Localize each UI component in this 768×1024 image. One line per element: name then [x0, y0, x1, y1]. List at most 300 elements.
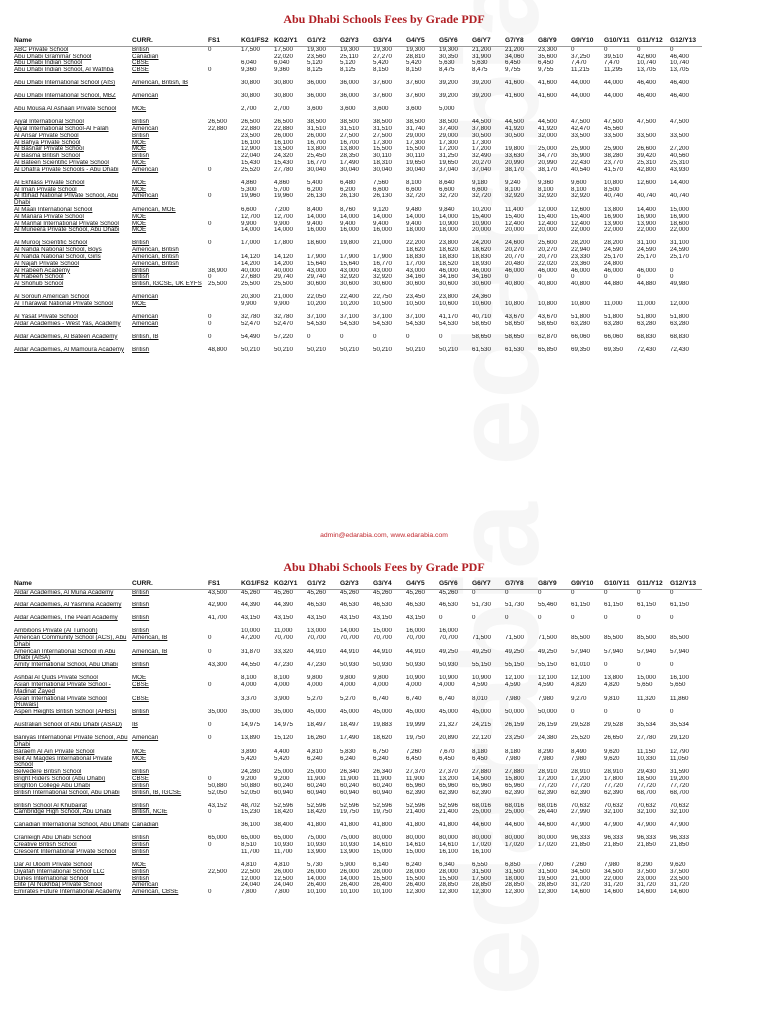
curriculum-link[interactable]: MOE: [132, 146, 147, 153]
fee-cell: 6,600: [439, 186, 455, 193]
school-name-link[interactable]: Aldar Academies - West Yas, Academy: [14, 320, 121, 327]
fee-cell: 44,000: [571, 80, 590, 87]
fee-cell: 50,210: [340, 346, 359, 353]
fee-cell: 30,040: [406, 166, 425, 173]
fee-cell: 32,100: [604, 809, 623, 816]
school-name-link[interactable]: Canadian International School, Abu Dhabi: [14, 822, 129, 829]
fee-cell: 6,040: [241, 60, 257, 67]
curriculum-link[interactable]: British: [132, 782, 150, 789]
curriculum-link[interactable]: American, MOE: [132, 206, 176, 213]
fee-cell: 22,500: [241, 868, 260, 875]
curriculum-link[interactable]: American: [132, 313, 159, 320]
fee-cell: 52,596: [274, 802, 293, 809]
fee-cell: 9,360: [274, 67, 290, 74]
fee-cell: 18,620: [472, 247, 491, 254]
school-name-link[interactable]: ABC Private School: [14, 46, 69, 53]
fee-cell: 22,400: [340, 294, 359, 301]
fee-cell: 8,125: [307, 67, 323, 74]
fee-cell: 9,900: [241, 220, 257, 227]
school-name-link[interactable]: Aldar Academies, Al Yasmina Academy: [14, 602, 122, 609]
school-name-link[interactable]: Al Bahya Private School: [14, 139, 81, 146]
fee-cell: 8,150: [373, 67, 389, 74]
school-name-link[interactable]: Al Basma British School: [14, 153, 81, 160]
school-name-link[interactable]: Belvedere British School: [14, 769, 82, 776]
curriculum-link[interactable]: British: [132, 119, 150, 126]
fee-cell: 62,390: [604, 789, 623, 796]
curriculum-link[interactable]: British: [132, 132, 150, 139]
fee-cell: [207, 628, 240, 635]
fee-cell: 30,600: [340, 281, 359, 288]
school-name-link[interactable]: Al Bateen Scientific Private School: [14, 159, 109, 166]
fee-cell: 35,000: [274, 709, 293, 716]
school-name-link[interactable]: Aspen Heights British School (AHBS): [14, 709, 117, 716]
fee-cell: 9,620: [604, 748, 620, 755]
fee-cell: 65,000: [241, 835, 260, 842]
curriculum-link[interactable]: American: [132, 125, 159, 132]
fee-cell: 39,510: [604, 53, 623, 60]
fee-cell: 50,880: [241, 782, 260, 789]
fee-cell: 16,100: [274, 139, 293, 146]
fee-cell: 45,000: [439, 709, 458, 716]
school-name-link[interactable]: Brighton College Abu Dhabi: [14, 782, 91, 789]
fee-cell: 63,280: [571, 320, 590, 327]
curriculum-link[interactable]: British: [132, 153, 150, 160]
curriculum-link[interactable]: British: [132, 46, 150, 53]
fee-cell: 44,000: [571, 93, 590, 100]
fee-cell: [504, 849, 537, 862]
school-name-link[interactable]: Elite (Al Nukhba) Private School: [14, 882, 103, 889]
school-name-link[interactable]: Amity International School, Abu Dhabi: [14, 662, 118, 669]
fee-cell: 31,510: [340, 125, 359, 132]
school-name-link[interactable]: Cambridge High School, Abu Dhabi: [14, 809, 112, 816]
fee-cell: 14,400: [670, 179, 689, 186]
fee-cell: 22,120: [472, 735, 491, 742]
fee-cell: 60,940: [274, 789, 293, 796]
school-name-link[interactable]: Australian School of Abu Dhabi (ASAD): [14, 722, 122, 729]
fee-cell: 30,800: [274, 80, 293, 87]
curriculum-link[interactable]: British: [132, 875, 150, 882]
curriculum-link[interactable]: British, NCIE: [132, 809, 168, 816]
fee-cell: 47,500: [637, 119, 656, 126]
school-name-link[interactable]: Baniyas International Private School, Abu Dhabi: [14, 735, 128, 749]
fee-cell: 7,060: [538, 862, 554, 869]
curriculum-link[interactable]: American, IB: [132, 648, 168, 655]
table-row: [14, 334, 702, 347]
school-name-link[interactable]: Al Shohub School: [14, 281, 64, 288]
fee-cell: 43,150: [406, 615, 425, 622]
curriculum-link[interactable]: British, IB, IGCSE: [132, 789, 182, 796]
fee-cell: 68,830: [670, 333, 689, 340]
fee-cell: 25,310: [670, 159, 689, 166]
fee-cell: 62,390: [472, 789, 491, 796]
column-header: G12/Y13: [669, 581, 702, 589]
fee-cell: 35,534: [670, 722, 689, 729]
curriculum-link[interactable]: British: [132, 849, 150, 856]
fee-cell: 13,890: [241, 735, 260, 742]
fee-cell: 0: [208, 67, 212, 74]
school-name-link[interactable]: Al Manara Private School: [14, 213, 84, 220]
table-row: [14, 221, 702, 228]
fee-cell: 25,000: [472, 809, 491, 816]
fee-cell: 4,810: [241, 862, 257, 869]
fee-cell: 13,900: [604, 220, 623, 227]
fee-cell: 15,120: [274, 735, 293, 742]
curriculum-link[interactable]: British: [132, 628, 150, 635]
school-name-link[interactable]: Abu Mousa Al Ashaari Private School: [14, 106, 117, 113]
fee-cell: 17,300: [373, 139, 392, 146]
school-name-link[interactable]: Dunes International School: [14, 875, 89, 882]
curriculum-link[interactable]: British: [132, 589, 150, 596]
school-name-link[interactable]: Al Rabeeh School: [14, 274, 64, 281]
fee-cell: 8,100: [505, 186, 521, 193]
table-row: [14, 790, 702, 803]
fee-cell: 32,920: [571, 193, 590, 200]
fee-cell: 43,150: [274, 615, 293, 622]
fee-cell: 43,000: [373, 267, 392, 274]
table-row: [14, 54, 702, 61]
school-name-link[interactable]: Cranleigh Abu Dhabi School: [14, 835, 92, 842]
fee-cell: 9,240: [505, 179, 521, 186]
column-header: G8/Y9: [537, 581, 570, 589]
fee-cell: 16,100: [472, 849, 491, 856]
fee-cell: 15,000: [670, 206, 689, 213]
fee-cell: 5,270: [307, 695, 323, 702]
school-name-link[interactable]: Emirates Future International Academy: [14, 889, 121, 896]
school-name-link[interactable]: Ambitions Private (Al Tumooh): [14, 628, 98, 635]
school-name-link[interactable]: Al Ekhlass Private School: [14, 179, 85, 186]
fee-cell: 17,500: [274, 46, 293, 53]
school-name-link[interactable]: British School Al Khubairat: [14, 802, 87, 809]
fee-cell: 12,700: [241, 213, 260, 220]
school-name-link[interactable]: Asian International Private School (Ruwais): [14, 695, 107, 709]
fee-cell: 17,500: [241, 46, 260, 53]
fee-cell: 28,810: [406, 53, 425, 60]
school-name-link[interactable]: Al Bashair Private School: [14, 146, 84, 153]
curriculum-link[interactable]: British: [132, 842, 150, 849]
curriculum-link[interactable]: MOE: [132, 227, 147, 234]
fee-cell: 46,000: [472, 267, 491, 274]
school-name-link[interactable]: Al Rabeeh Academy: [14, 267, 71, 274]
table-row: [14, 722, 702, 735]
curriculum-link[interactable]: American: [132, 735, 159, 742]
fee-cell: 11,900: [373, 776, 392, 783]
fee-cell: 0: [406, 333, 410, 340]
school-name-link[interactable]: Ajyal International School-Al Falah: [14, 125, 109, 132]
fee-cell: 29,000: [439, 132, 458, 139]
school-name-link[interactable]: Al Manhal International Private School: [14, 220, 119, 227]
fee-cell: 52,050: [208, 789, 227, 796]
curriculum-link[interactable]: MOE: [132, 755, 147, 762]
fee-cell: 41,170: [439, 313, 458, 320]
fee-cell: 45,560: [604, 125, 623, 132]
curriculum-link[interactable]: British: [132, 802, 150, 809]
fee-cell: 71,500: [505, 635, 524, 642]
table-row: [14, 822, 702, 835]
column-header: G8/Y9: [537, 38, 570, 46]
fee-cell: 9,620: [670, 862, 686, 869]
curriculum-link[interactable]: British: [132, 709, 150, 716]
curriculum-link[interactable]: MOE: [132, 139, 147, 146]
fee-cell: 24,600: [505, 240, 524, 247]
fee-cell: 37,600: [373, 80, 392, 87]
fee-cell: 5,270: [340, 695, 356, 702]
curriculum-link[interactable]: British: [132, 240, 150, 247]
school-name-link[interactable]: Al Ansar Private School: [14, 132, 79, 139]
fee-cell: 30,110: [406, 153, 425, 160]
school-name-link[interactable]: Ashbal Al Quds Private School: [14, 675, 98, 682]
curriculum-link[interactable]: MOE: [132, 300, 147, 307]
curriculum-link[interactable]: American, British, IB: [132, 80, 189, 87]
fee-cell: 65,960: [406, 782, 425, 789]
fee-cell: 18,830: [439, 253, 458, 260]
fee-cell: 44,880: [637, 281, 656, 288]
school-name-link[interactable]: Asian International Private School - Madinat Zayed: [14, 682, 111, 695]
school-name-link[interactable]: Baraem Al Ain Private School: [14, 748, 95, 755]
school-name-link[interactable]: Aldar Academies, The Pearl Academy: [14, 615, 118, 622]
fee-cell: 10,800: [505, 300, 524, 307]
fee-cell: 39,420: [637, 153, 656, 160]
curriculum-link[interactable]: American, British: [132, 247, 179, 254]
curriculum-link[interactable]: MOE: [132, 675, 147, 682]
curriculum-link[interactable]: CBSE: [132, 60, 149, 67]
fee-cell: 21,200: [505, 46, 524, 53]
fee-cell: 7,260: [406, 748, 422, 755]
fee-cell: 27,370: [439, 769, 458, 776]
curriculum-link[interactable]: CBSE: [132, 695, 149, 702]
fee-cell: 7,800: [274, 889, 290, 896]
column-header: G5/Y6: [438, 38, 471, 46]
column-header: KG1/FS2: [240, 38, 273, 46]
curriculum-link[interactable]: MOE: [132, 106, 147, 113]
curriculum-link[interactable]: British, IGCSE, UK EYFS: [132, 281, 202, 288]
school-name-link[interactable]: Al Iman Private School: [14, 186, 77, 193]
fee-cell: 46,400: [670, 93, 689, 100]
curriculum-link[interactable]: Canadian: [132, 822, 159, 829]
school-name-link[interactable]: Abu Dhabi Grammar School: [14, 53, 92, 60]
fee-cell: [207, 214, 240, 221]
fee-cell: 34,770: [538, 153, 557, 160]
school-name-link[interactable]: Diyafah International School LLC: [14, 868, 105, 875]
fee-cell: 58,650: [472, 333, 491, 340]
fee-cell: 30,800: [274, 93, 293, 100]
fee-cell: 17,020: [472, 842, 491, 849]
fee-cell: 18,620: [406, 247, 425, 254]
fee-cell: 14,610: [406, 842, 425, 849]
curriculum-link[interactable]: CBSE: [132, 682, 149, 689]
fee-cell: 50,000: [505, 709, 524, 716]
school-name-link[interactable]: Al Tharawat National Private School: [14, 300, 113, 307]
fee-cell: 71,500: [472, 635, 491, 642]
fee-cell: 16,700: [307, 139, 326, 146]
curriculum-link[interactable]: British: [132, 602, 150, 609]
curriculum-link[interactable]: American, British: [132, 253, 179, 260]
fee-cell: 4,000: [439, 682, 455, 689]
fee-cell: 20,000: [538, 227, 557, 234]
curriculum-link[interactable]: MOE: [132, 179, 147, 186]
curriculum-link[interactable]: American, CBSE: [132, 889, 179, 896]
fee-cell: 77,720: [571, 782, 590, 789]
fee-cell: [207, 749, 240, 756]
school-name-link[interactable]: Bright Riders School (Abu Dhabi): [14, 776, 106, 783]
curriculum-link[interactable]: MOE: [132, 220, 147, 227]
fee-cell: 45,000: [472, 709, 491, 716]
school-name-link[interactable]: Abu Dhabi International School, MBZ: [14, 93, 116, 100]
fee-cell: 18,310: [373, 159, 392, 166]
school-name-link[interactable]: Al Nahda National School, Girls: [14, 253, 101, 260]
fee-cell: 70,632: [604, 802, 623, 809]
school-name-link[interactable]: Crescent International Private School: [14, 849, 117, 856]
curriculum-link[interactable]: British: [132, 662, 150, 669]
fee-cell: 31,250: [439, 153, 458, 160]
curriculum-link[interactable]: American, British: [132, 260, 179, 267]
curriculum-link[interactable]: American: [132, 882, 159, 889]
fee-cell: 32,780: [274, 313, 293, 320]
fee-cell: 10,100: [340, 889, 359, 896]
fee-cell: 43,000: [340, 267, 359, 274]
curriculum-link[interactable]: American: [132, 93, 159, 100]
curriculum-link[interactable]: MOE: [132, 159, 147, 166]
fee-cell: 65,960: [505, 782, 524, 789]
curriculum-link[interactable]: British: [132, 346, 150, 353]
fee-cell: 9,120: [373, 206, 389, 213]
fee-cell: 10,740: [670, 60, 689, 67]
curriculum-link[interactable]: American: [132, 193, 159, 200]
fee-cell: 19,800: [505, 146, 524, 153]
fee-cell: 12,700: [274, 213, 293, 220]
curriculum-link[interactable]: CBSE: [132, 67, 149, 74]
school-name-link[interactable]: American Community School (ACS), Abu Dhabi: [14, 635, 127, 648]
table-row: [14, 80, 702, 93]
fee-cell: 27,880: [472, 769, 491, 776]
fee-cell: 19,300: [307, 46, 326, 53]
fee-cell: 19,300: [439, 46, 458, 53]
school-name-link[interactable]: Dar Al Uloom Private School: [14, 862, 93, 869]
curriculum-link[interactable]: British: [132, 267, 150, 274]
school-name-link[interactable]: Al Murooj Scientific School: [14, 240, 88, 247]
curriculum-link[interactable]: MOE: [132, 186, 147, 193]
fee-cell: 34,160: [439, 274, 458, 281]
fee-cell: 40,800: [505, 281, 524, 288]
school-name-link[interactable]: Al Sorouh American School: [14, 294, 90, 301]
school-name-link[interactable]: Al Muneera Private School, Abu Dhabi: [14, 227, 120, 234]
fee-cell: 58,650: [538, 320, 557, 327]
school-name-link[interactable]: Al Maali International School: [14, 206, 93, 213]
school-name-link[interactable]: Ajyal International School: [14, 119, 84, 126]
school-name-link[interactable]: Aldar Academies, Al Bateen Academy: [14, 333, 118, 340]
fee-cell: 25,500: [241, 281, 260, 288]
fee-cell: 55,460: [538, 602, 557, 609]
school-name-link[interactable]: Al Yasat Private School: [14, 313, 79, 320]
fee-cell: 40,560: [670, 153, 689, 160]
curriculum-link[interactable]: American: [132, 166, 159, 173]
school-name-link[interactable]: Al Nahda National School, Boys: [14, 247, 102, 254]
fee-cell: 11,700: [274, 849, 293, 856]
fee-cell: 24,590: [670, 247, 689, 254]
curriculum-link[interactable]: MOE: [132, 213, 147, 220]
fee-cell: 33,320: [274, 648, 293, 655]
curriculum-link[interactable]: British: [132, 868, 150, 875]
fee-cell: 37,500: [637, 868, 656, 875]
fee-cell: 28,000: [373, 868, 392, 875]
curriculum-link[interactable]: Canadian: [132, 53, 159, 60]
fee-cell: 39,200: [472, 80, 491, 87]
curriculum-link[interactable]: British: [132, 835, 150, 842]
curriculum-link[interactable]: IB: [132, 722, 138, 729]
curriculum-link[interactable]: British: [132, 615, 150, 622]
fee-cell: [537, 849, 570, 862]
fee-cell: 30,800: [241, 93, 260, 100]
school-name-link[interactable]: Al Ittihad National Private School, Abu Dhabi: [14, 193, 119, 207]
school-name-link[interactable]: Aldar Academies, Al Muna Academy: [14, 589, 114, 596]
curriculum-link[interactable]: MOE: [132, 862, 147, 869]
fee-cell: 7,980: [538, 755, 554, 762]
school-name-link[interactable]: Al Dhafra Private Schools - Abu Dhabi: [14, 166, 119, 173]
fee-cell: 45,260: [439, 589, 458, 596]
fee-cell: 30,500: [472, 132, 491, 139]
curriculum-link[interactable]: American: [132, 294, 159, 301]
curriculum-link[interactable]: CBSE: [132, 776, 149, 783]
fee-cell: 8,100: [406, 179, 422, 186]
fee-cell: 48,800: [208, 346, 227, 353]
curriculum-link[interactable]: MOE: [132, 748, 147, 755]
fee-cell: 4,590: [505, 682, 521, 689]
school-name-link[interactable]: Creative British School: [14, 842, 77, 849]
fee-cell: 43,930: [670, 166, 689, 173]
fee-cell: 24,320: [274, 153, 293, 160]
school-name-link[interactable]: British International School, Abu Dhabi: [14, 789, 120, 796]
fee-cell: 8,100: [274, 675, 290, 682]
fee-cell: 80,000: [373, 835, 392, 842]
curriculum-link[interactable]: British: [132, 769, 150, 776]
school-name-link[interactable]: Aldar Academies, Al Mamoura Academy: [14, 346, 125, 353]
fee-cell: 4,810: [274, 862, 290, 869]
fee-cell: 6,140: [373, 862, 389, 869]
fee-cell: 61,150: [571, 602, 590, 609]
fee-cell: 27,780: [274, 166, 293, 173]
table-row: [14, 876, 702, 883]
fee-cell: [603, 628, 636, 635]
school-name-link[interactable]: American International School in Abu Dhabi (AISA): [14, 648, 116, 662]
fee-cell: 16,100: [670, 675, 689, 682]
fee-cell: 26,000: [307, 132, 326, 139]
fee-cell: 12,400: [571, 220, 590, 227]
curriculum-link[interactable]: British, IB: [132, 333, 159, 340]
curriculum-link[interactable]: British: [132, 274, 150, 281]
fee-cell: 19,750: [373, 809, 392, 816]
fee-cell: 9,800: [373, 675, 389, 682]
fee-cell: 14,610: [439, 842, 458, 849]
fee-cell: 25,000: [307, 769, 326, 776]
fee-cell: 40,000: [241, 267, 260, 274]
fee-cell: 69,350: [571, 346, 590, 353]
fee-cell: 26,500: [208, 119, 227, 126]
fee-cell: 85,500: [571, 635, 590, 642]
school-name-link[interactable]: Al Najah Private School: [14, 260, 80, 267]
school-name-link[interactable]: Abu Dhabi International School (AIS): [14, 80, 116, 87]
school-name-link[interactable]: Abu Dhabi Indian School: [14, 60, 83, 67]
fee-cell: 17,700: [406, 260, 425, 267]
fee-cell: 54,530: [307, 320, 326, 327]
school-name-link[interactable]: Abu Dhabi Indian School, Al Wathba: [14, 67, 114, 74]
table-row: [14, 849, 702, 862]
school-name-link[interactable]: Beit Al Maqdes International Private School: [14, 755, 113, 769]
footer-email[interactable]: admin@edarabia.com, www.edarabia.com: [320, 532, 448, 539]
table-row: [14, 247, 702, 254]
fee-cell: 22,020: [538, 260, 557, 267]
curriculum-link[interactable]: American, IB: [132, 635, 168, 642]
curriculum-link[interactable]: American: [132, 320, 159, 327]
fee-cell: 31,590: [670, 769, 689, 776]
